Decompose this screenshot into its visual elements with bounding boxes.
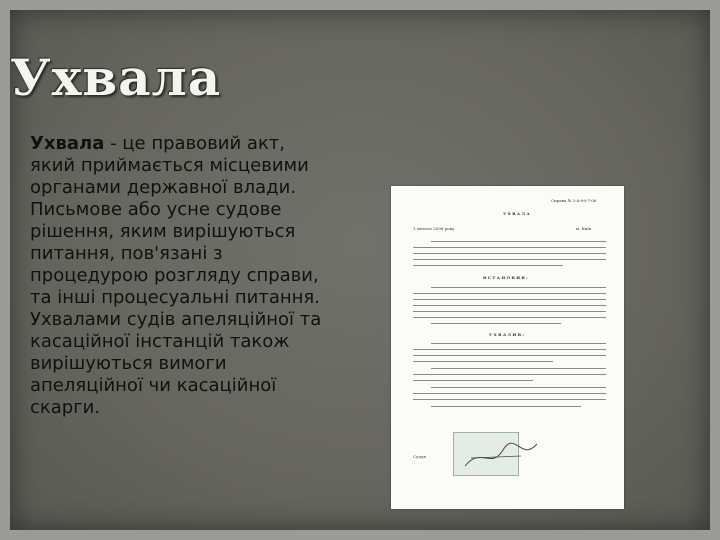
- doc-heading: У Х В А Л А: [503, 211, 530, 216]
- slide-body: [30, 133, 330, 419]
- doc-city: м. Київ: [576, 226, 591, 231]
- doc-section-resolved: У Х В А Л И В :: [489, 332, 524, 337]
- court-definition-paragraph: Письмове або усне судове рішення, яким вирішуються питання, пов'язані з процедурою розгляду справи, та інші процесуальні питання.: [30, 199, 320, 308]
- term-bold: Ухвала: [30, 133, 105, 154]
- doc-section-established: В С Т А Н О В И В :: [483, 275, 528, 280]
- definition-paragraph: [30, 133, 330, 199]
- document-image: [391, 186, 624, 509]
- definition-text: - це правовий акт, який приймається місцевими органами державної влади.: [30, 133, 309, 198]
- doc-signature-icon: [461, 436, 541, 476]
- doc-date: 3 лютого 2008 року: [413, 226, 455, 231]
- appeal-paragraph: Ухвалами судів апеляційної та касаційної інстанцій також вирішуються вимоги апеляційної чи касаційної скарги.: [30, 309, 322, 418]
- doc-case-number: Справа № 2-А-00-7-06: [551, 198, 597, 203]
- slide-title: Ухвала: [10, 48, 222, 107]
- doc-signature-label: Суддя: [413, 454, 426, 459]
